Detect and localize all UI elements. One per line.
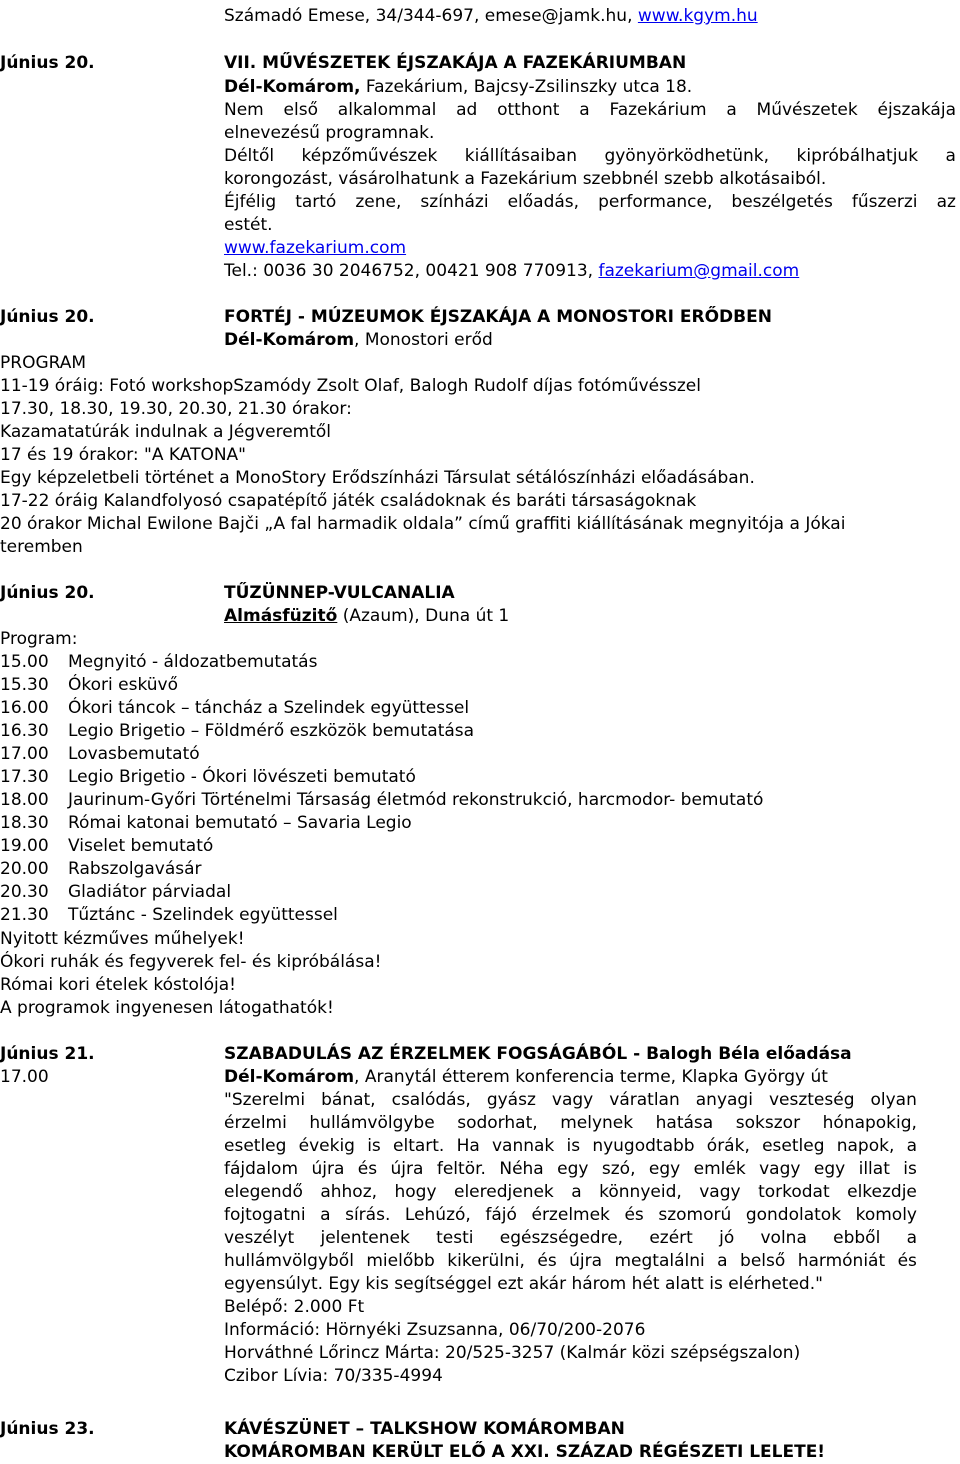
schedule-item: Ókori táncok – táncház a Szelindek együttessel [68, 698, 470, 718]
word: a [320, 1205, 331, 1225]
schedule-item: Viselet bemutató [68, 836, 214, 856]
word: emlék [693, 1159, 746, 1179]
word: komoly [855, 1205, 917, 1225]
event-time: 17.00 [0, 1067, 49, 1087]
word: hónapokig, [822, 1113, 917, 1133]
word: vagy [699, 1182, 741, 1202]
word: megtalálni [614, 1251, 705, 1271]
word: a [717, 1251, 728, 1271]
place-address: Fazekárium, Bajcsy-Zsilinszky utca 18. [360, 77, 693, 97]
desc-line [224, 1158, 917, 1181]
word: Művészetek [756, 100, 858, 120]
word: váratlan [609, 1090, 680, 1110]
word: a [945, 146, 956, 166]
desc-line: estét. [224, 215, 273, 235]
word: és [624, 1205, 644, 1225]
event-date: Június 21. [0, 1044, 95, 1064]
word: otthont [497, 100, 560, 120]
word: sodorhat, [457, 1113, 538, 1133]
schedule-item: Megnyitó - áldozatbemutatás [68, 652, 318, 672]
word: esetleg [762, 1136, 825, 1156]
program-line: 17.30, 18.30, 19.30, 20.30, 21.30 órakor: [0, 399, 352, 419]
word: újra [390, 1159, 424, 1179]
desc-line: elnevezésű programnak. [224, 123, 435, 143]
word: melynek [560, 1113, 634, 1133]
event-date: Június 20. [0, 53, 95, 73]
word: órák, [706, 1136, 750, 1156]
info-line: Horváthné Lőrincz Márta: 20/525-3257 (Kalmár közi szépségszalon) [224, 1343, 801, 1363]
word: testi [436, 1228, 474, 1248]
word: ad [456, 100, 478, 120]
word: elkezdje [847, 1182, 917, 1202]
word: Fazekárium [609, 100, 707, 120]
word: vagy [551, 1090, 594, 1110]
word: hatása [655, 1113, 714, 1133]
email-link[interactable]: fazekarium@gmail.com [598, 261, 800, 281]
word: veszélyt [224, 1228, 295, 1248]
word: feltör. [436, 1159, 486, 1179]
word: előadás, [507, 192, 580, 212]
word: belső [740, 1251, 786, 1271]
word: mielőbb [366, 1251, 435, 1271]
desc-line [224, 145, 956, 168]
schedule-time: 16.30 [0, 721, 49, 741]
kgym-link[interactable]: www.kgym.hu [637, 6, 758, 26]
word: ahhoz, [320, 1182, 378, 1202]
program-line: 17-22 óráig Kalandfolyosó csapatépítő játék családoknak és baráti társaságoknak [0, 491, 697, 511]
word: a [579, 100, 590, 120]
word: újra [569, 1251, 603, 1271]
word: is [367, 1136, 381, 1156]
word: elegendő [224, 1182, 303, 1202]
word: fájó [485, 1205, 517, 1225]
contact-text: Számadó Emese, 34/344-697, emese@jamk.hu, [224, 6, 638, 26]
word: napok, [836, 1136, 895, 1156]
fazekarium-web-link[interactable]: www.fazekarium.com [224, 238, 407, 258]
place-address: (Azaum), Duna út 1 [337, 606, 510, 626]
event-subtitle: KOMÁROMBAN KERÜLT ELŐ A XXI. SZÁZAD RÉGÉSZETI LELETE! [224, 1442, 826, 1462]
word: zene, [355, 192, 402, 212]
word: eltart. [393, 1136, 445, 1156]
word: képzőművészek [301, 146, 438, 166]
desc-line [224, 1250, 917, 1273]
word: anyagi [695, 1090, 753, 1110]
event-place [224, 76, 692, 99]
word: gondolatok [745, 1205, 842, 1225]
word: jó [719, 1228, 735, 1248]
word: "Szerelmi [224, 1090, 306, 1110]
word: hullámvölgybe [309, 1113, 435, 1133]
word: színházi [420, 192, 489, 212]
event-date: Június 20. [0, 583, 95, 603]
schedule-time: 20.30 [0, 882, 49, 902]
place-name: Dél-Komárom [224, 330, 355, 350]
word: Ha [456, 1136, 480, 1156]
event-place [224, 1066, 828, 1089]
schedule-time: 18.00 [0, 790, 49, 810]
word: volna [760, 1228, 807, 1248]
word: Nem [224, 100, 264, 120]
word: jelentenek [320, 1228, 410, 1248]
schedule-time: 19.00 [0, 836, 49, 856]
schedule-item: Legio Brigetio - Ókori lövészeti bemutató [68, 767, 416, 787]
event-title: SZABADULÁS AZ ÉRZELMEK FOGSÁGÁBÓL - Balogh Béla előadása [224, 1044, 852, 1064]
schedule-item: Rabszolgavásár [68, 859, 202, 879]
word: vannak [491, 1136, 555, 1156]
word: első [283, 100, 318, 120]
word: nyugodtabb [592, 1136, 695, 1156]
event-place [224, 605, 509, 628]
event-title: TŰZÜNNEP-VULCANALIA [224, 583, 455, 603]
place-name: Dél-Komárom [224, 1067, 355, 1087]
schedule-time: 15.30 [0, 675, 49, 695]
event-title: FORTÉJ - MÚZEUMOK ÉJSZAKÁJA A MONOSTORI ERŐDBEN [224, 307, 772, 327]
word: éjszakája [877, 100, 956, 120]
word: és [897, 1251, 917, 1271]
word: Lehúzó, [404, 1205, 471, 1225]
word: vagy [759, 1159, 801, 1179]
schedule-time: 16.00 [0, 698, 49, 718]
program-line: Kazamatatúrák indulnak a Jégveremtől [0, 422, 332, 442]
place-name: Dél-Komárom, [224, 77, 361, 97]
info-line: Czibor Lívia: 70/335-4994 [224, 1366, 443, 1386]
word: egy [557, 1159, 589, 1179]
program-label: Program: [0, 629, 78, 649]
word: az [936, 192, 956, 212]
schedule-item: Tűztánc - Szelindek együttessel [68, 905, 338, 925]
extra-line: A programok ingyenesen látogathatók! [0, 998, 334, 1018]
desc-line [224, 1204, 917, 1227]
word: alkalommal [337, 100, 437, 120]
word: performance, [598, 192, 713, 212]
word: bánat, [321, 1090, 376, 1110]
word: hogy [394, 1182, 437, 1202]
word: fűszerzi [851, 192, 918, 212]
program-line: 20 órakor Michal Ewilone Bajči „A fal harmadik oldala” című graffiti kiállításának megnyitója a Jókai [0, 514, 846, 534]
desc-line [224, 1089, 917, 1112]
desc-line: korongozást, vásárolhatunk a Fazekárium szebbnél szebb alkotásaiból. [224, 169, 827, 189]
program-line: teremben [0, 537, 83, 557]
word: kiállításaiban [464, 146, 577, 166]
word: könnyeid, [599, 1182, 682, 1202]
schedule-item: Ókori esküvő [68, 675, 179, 695]
extra-line: Nyitott kézműves műhelyek! [0, 929, 245, 949]
word: a [571, 1182, 582, 1202]
word: szó, [601, 1159, 636, 1179]
word: gyönyörködhetünk, [604, 146, 770, 166]
schedule-time: 21.30 [0, 905, 49, 925]
word: sírás. [345, 1205, 391, 1225]
program-line: 11-19 óráig: Fotó workshopSzamódy Zsolt Olaf, Balogh Rudolf díjas fotóművésszel [0, 376, 701, 396]
word: olyan [870, 1090, 917, 1110]
desc-line [224, 1112, 917, 1135]
word: beszélgetés [731, 192, 833, 212]
word: harmóniát [797, 1251, 886, 1271]
word: ezért [649, 1228, 693, 1248]
word: eleredjenek [454, 1182, 554, 1202]
word: Néha [499, 1159, 544, 1179]
event-title: KÁVÉSZÜNET – TALKSHOW KOMÁROMBAN [224, 1419, 625, 1439]
word: is [566, 1136, 581, 1156]
word: érzelmek [531, 1205, 610, 1225]
word: illat [858, 1159, 890, 1179]
word: egy [813, 1159, 846, 1179]
word: évekig [298, 1136, 355, 1156]
word: esetleg [224, 1136, 287, 1156]
word: a [906, 1228, 917, 1248]
desc-line [224, 1181, 917, 1204]
event-date: Június 23. [0, 1419, 95, 1439]
schedule-time: 17.00 [0, 744, 49, 764]
program-line: 17 és 19 órakor: "A KATONA" [0, 445, 247, 465]
word: sokszor [735, 1113, 801, 1133]
word: és [537, 1251, 557, 1271]
word: és [357, 1159, 378, 1179]
word: a [726, 100, 737, 120]
word: gyász [486, 1090, 536, 1110]
schedule-time: 17.30 [0, 767, 49, 787]
schedule-item: Gladiátor párviadal [68, 882, 232, 902]
event-place [224, 329, 493, 352]
word: kikerülni, [447, 1251, 525, 1271]
desc-line [224, 191, 956, 214]
contact-line [224, 5, 758, 28]
desc-line [224, 1227, 917, 1250]
word: egy [648, 1159, 681, 1179]
desc-line: egyensúlyt. Egy kis segítséggel ezt akár három hét alatt is elérheted." [224, 1274, 823, 1294]
schedule-item: Római katonai bemutató – Savaria Legio [68, 813, 412, 833]
word: is [903, 1159, 917, 1179]
word: szomorú [658, 1205, 732, 1225]
info-line: Belépő: 2.000 Ft [224, 1297, 365, 1317]
place-address: , Aranytál étterem konferencia terme, Klapka György út [354, 1067, 828, 1087]
word: fájdalom [224, 1159, 299, 1179]
schedule-item: Legio Brigetio – Földmérő eszközök bemutatása [68, 721, 475, 741]
schedule-item: Lovasbemutató [68, 744, 200, 764]
event-title: VII. MŰVÉSZETEK ÉJSZAKÁJA A FAZEKÁRIUMBAN [224, 53, 687, 73]
place-name: Almásfüzitő [224, 606, 338, 626]
word: ebből [833, 1228, 881, 1248]
tel-line [224, 260, 799, 283]
word: Éjfélig [224, 192, 277, 212]
desc-line [224, 99, 956, 122]
word: érzelmi [224, 1113, 287, 1133]
word: újra [311, 1159, 345, 1179]
word: torkodat [758, 1182, 830, 1202]
schedule-time: 20.00 [0, 859, 49, 879]
word: a [906, 1136, 917, 1156]
word: csalódás, [391, 1090, 471, 1110]
info-line: Információ: Hörnyéki Zsuzsanna, 06/70/200-2076 [224, 1320, 646, 1340]
program-line: PROGRAM [0, 353, 87, 373]
word: egészségedre, [499, 1228, 624, 1248]
word: Déltől [224, 146, 275, 166]
word: tartó [295, 192, 337, 212]
schedule-time: 15.00 [0, 652, 49, 672]
word: veszteség [768, 1090, 855, 1110]
schedule-item: Jaurinum-Győri Történelmi Társaság életmód rekonstrukció, harcmodor- bemutató [68, 790, 764, 810]
schedule-time: 18.30 [0, 813, 49, 833]
extra-line: Római kori ételek kóstolója! [0, 975, 236, 995]
word: fojtogatni [224, 1205, 306, 1225]
word: hullámvölgyből [224, 1251, 354, 1271]
place-address: , Monostori erőd [354, 330, 493, 350]
program-line: Egy képzeletbeli történet a MonoStory Erődszínházi Társulat sétálószínházi előadásában. [0, 468, 755, 488]
extra-line: Ókori ruhák és fegyverek fel- és kipróbálása! [0, 952, 382, 972]
event-date: Június 20. [0, 307, 95, 327]
word: kipróbálhatjuk [796, 146, 919, 166]
tel-text: Tel.: 0036 30 2046752, 00421 908 770913, [224, 261, 599, 281]
desc-line [224, 1135, 917, 1158]
